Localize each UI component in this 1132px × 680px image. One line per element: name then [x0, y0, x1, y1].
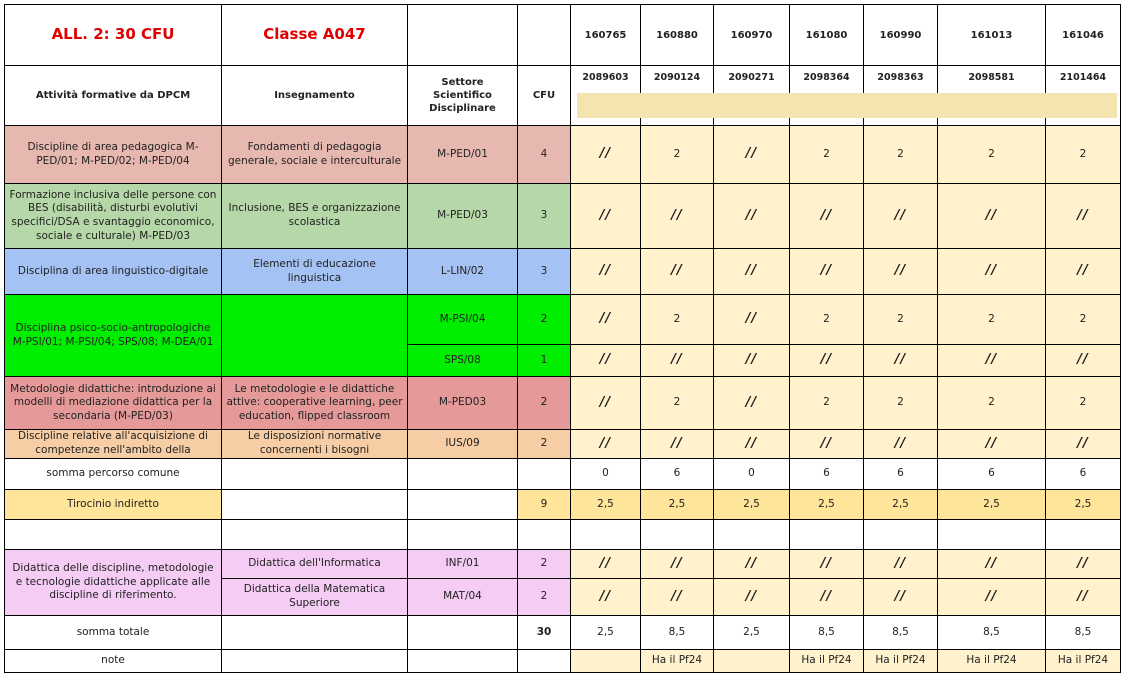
value-cell: Ha il Pf24 — [938, 650, 1046, 673]
value-cell: 2 — [938, 295, 1046, 345]
header-id: 161046 — [1046, 4, 1121, 66]
attivita-somma-totale: somma totale — [4, 616, 222, 650]
cfu-linguistico: 3 — [518, 249, 571, 295]
header-code: 2098363 — [864, 66, 938, 126]
header-code: 2101464 — [1046, 66, 1121, 126]
value-cell: // — [571, 345, 641, 377]
settore-inclusiva: M-PED/03 — [408, 184, 518, 249]
cfu-didattica-inf: 2 — [518, 550, 571, 579]
settore-note — [408, 650, 518, 673]
settore-psico-mpsi: M-PSI/04 — [408, 295, 518, 345]
insegnamento-pedagogia: Fondamenti di pedagogia generale, sociale e interculturale — [222, 126, 408, 184]
value-cell: // — [714, 579, 790, 616]
value-cell — [938, 520, 1046, 550]
value-cell: // — [641, 430, 714, 459]
insegnamento-note — [222, 650, 408, 673]
band-tick — [570, 118, 571, 125]
value-cell: 0 — [571, 459, 641, 490]
insegnamento-somma-totale — [222, 616, 408, 650]
value-cell: 6 — [641, 459, 714, 490]
settore-somma-totale — [408, 616, 518, 650]
value-cell: // — [1046, 579, 1121, 616]
value-cell: // — [938, 550, 1046, 579]
value-cell: 2 — [641, 126, 714, 184]
value-cell: Ha il Pf24 — [641, 650, 714, 673]
col-attivita-header: Attività formative da DPCM — [4, 66, 222, 126]
title: ALL. 2: 30 CFU — [4, 4, 222, 66]
value-cell: // — [641, 579, 714, 616]
value-cell: 2 — [1046, 377, 1121, 430]
value-cell: // — [641, 249, 714, 295]
value-cell: // — [714, 249, 790, 295]
value-cell: 2,5 — [938, 490, 1046, 520]
value-cell: 2,5 — [1046, 490, 1121, 520]
value-cell: // — [571, 184, 641, 249]
value-cell: // — [938, 430, 1046, 459]
value-cell: // — [571, 579, 641, 616]
value-cell: // — [1046, 184, 1121, 249]
value-cell: // — [790, 430, 864, 459]
insegnamento-psico-mpsi — [222, 295, 408, 377]
band-tick — [863, 118, 864, 125]
value-cell: // — [864, 579, 938, 616]
insegnamento-metodologie: Le metodologie e le didattiche attive: cooperative learning, peer education, flipped classroom — [222, 377, 408, 430]
cfu-somma-comune — [518, 459, 571, 490]
value-cell: 2 — [1046, 295, 1121, 345]
header-blank — [518, 4, 571, 66]
band-tick — [789, 118, 790, 125]
value-cell: 2,5 — [790, 490, 864, 520]
cfu-psico-mpsi: 2 — [518, 295, 571, 345]
settore-linguistico: L-LIN/02 — [408, 249, 518, 295]
cfu-table — [4, 4, 1121, 673]
value-cell: 2,5 — [571, 490, 641, 520]
attivita-metodologie: Metodologie didattiche: introduzione ai modelli di mediazione didattica per la secondaria (M-PED/03) — [4, 377, 222, 430]
attivita-pedagogia: Discipline di area pedagogica M-PED/01; M-PED/02; M-PED/04 — [4, 126, 222, 184]
value-cell: // — [571, 430, 641, 459]
value-cell: 2,5 — [714, 490, 790, 520]
value-cell: Ha il Pf24 — [864, 650, 938, 673]
value-cell: // — [938, 579, 1046, 616]
cfu-somma-totale: 30 — [518, 616, 571, 650]
settore-didattica-inf: INF/01 — [408, 550, 518, 579]
value-cell: // — [571, 550, 641, 579]
value-cell: // — [714, 126, 790, 184]
value-cell: 6 — [938, 459, 1046, 490]
value-cell: 2 — [790, 377, 864, 430]
value-cell — [864, 520, 938, 550]
value-cell: 2 — [864, 377, 938, 430]
col-insegnamento-header: Insegnamento — [222, 66, 408, 126]
value-cell: 8,5 — [1046, 616, 1121, 650]
cfu-psico-sps: 1 — [518, 345, 571, 377]
classe-label: Classe A047 — [222, 4, 408, 66]
band-tick — [1120, 118, 1121, 125]
attivita-linguistico: Disciplina di area linguistico-digitale — [4, 249, 222, 295]
value-cell: 8,5 — [641, 616, 714, 650]
col-cfu-header: CFU — [518, 66, 571, 126]
cfu-didattica-mat: 2 — [518, 579, 571, 616]
value-cell: // — [641, 550, 714, 579]
value-cell: 2 — [641, 377, 714, 430]
value-cell: // — [714, 550, 790, 579]
value-cell: // — [571, 249, 641, 295]
attivita-normative: Discipline relative all'acquisizione di competenze nell'ambito della — [4, 430, 222, 459]
attivita-didattica-inf: Didattica delle discipline, metodologie e tecnologie didattiche applicate alle discipline di riferimento. — [4, 550, 222, 616]
header-id: 161013 — [938, 4, 1046, 66]
header-band — [577, 93, 1117, 118]
cfu-inclusiva: 3 — [518, 184, 571, 249]
header-code: 2090124 — [641, 66, 714, 126]
value-cell: // — [864, 184, 938, 249]
value-cell — [571, 650, 641, 673]
value-cell — [571, 520, 641, 550]
value-cell: 2 — [938, 377, 1046, 430]
value-cell: // — [1046, 249, 1121, 295]
settore-tirocinio — [408, 490, 518, 520]
value-cell: // — [864, 249, 938, 295]
value-cell: // — [714, 295, 790, 345]
value-cell: 2 — [1046, 126, 1121, 184]
value-cell: // — [571, 377, 641, 430]
value-cell: // — [641, 345, 714, 377]
header-id: 161080 — [790, 4, 864, 66]
value-cell: // — [790, 579, 864, 616]
header-code: 2089603 — [571, 66, 641, 126]
header-blank — [408, 4, 518, 66]
insegnamento-didattica-inf: Didattica dell'Informatica — [222, 550, 408, 579]
settore-didattica-mat: MAT/04 — [408, 579, 518, 616]
settore-metodologie: M-PED03 — [408, 377, 518, 430]
header-id: 160880 — [641, 4, 714, 66]
value-cell: 2 — [938, 126, 1046, 184]
value-cell — [714, 520, 790, 550]
value-cell: 6 — [1046, 459, 1121, 490]
attivita-somma-comune: somma percorso comune — [4, 459, 222, 490]
value-cell: // — [1046, 430, 1121, 459]
value-cell: // — [571, 126, 641, 184]
header-code: 2098364 — [790, 66, 864, 126]
value-cell: // — [864, 430, 938, 459]
value-cell: Ha il Pf24 — [790, 650, 864, 673]
value-cell: // — [864, 345, 938, 377]
attivita-tirocinio: Tirocinio indiretto — [4, 490, 222, 520]
insegnamento-didattica-mat: Didattica della Matematica Superiore — [222, 579, 408, 616]
band-tick — [1045, 118, 1046, 125]
cfu-normative: 2 — [518, 430, 571, 459]
value-cell: 2,5 — [714, 616, 790, 650]
value-cell: // — [571, 295, 641, 345]
value-cell: // — [938, 249, 1046, 295]
band-tick — [713, 118, 714, 125]
insegnamento-linguistico: Elementi di educazione linguistica — [222, 249, 408, 295]
value-cell: // — [790, 184, 864, 249]
value-cell — [714, 650, 790, 673]
value-cell: 2,5 — [641, 490, 714, 520]
value-cell: // — [790, 249, 864, 295]
header-id: 160990 — [864, 4, 938, 66]
value-cell: // — [1046, 550, 1121, 579]
value-cell: 2 — [790, 295, 864, 345]
value-cell: 8,5 — [938, 616, 1046, 650]
value-cell: // — [938, 345, 1046, 377]
header-id: 160970 — [714, 4, 790, 66]
cfu-note — [518, 650, 571, 673]
header-id: 160765 — [571, 4, 641, 66]
value-cell: 2,5 — [571, 616, 641, 650]
settore-empty — [408, 520, 518, 550]
insegnamento-inclusiva: Inclusione, BES e organizzazione scolastica — [222, 184, 408, 249]
cfu-pedagogia: 4 — [518, 126, 571, 184]
settore-normative: IUS/09 — [408, 430, 518, 459]
value-cell: // — [790, 550, 864, 579]
band-tick — [640, 118, 641, 125]
value-cell: // — [864, 550, 938, 579]
value-cell: // — [938, 184, 1046, 249]
value-cell: 2 — [864, 295, 938, 345]
cfu-metodologie: 2 — [518, 377, 571, 430]
insegnamento-empty — [222, 520, 408, 550]
settore-pedagogia: M-PED/01 — [408, 126, 518, 184]
value-cell: 8,5 — [790, 616, 864, 650]
value-cell: 2 — [864, 126, 938, 184]
value-cell — [1046, 520, 1121, 550]
attivita-inclusiva: Formazione inclusiva delle persone con BES (disabilità, disturbi evolutivi specifici/DSA e svantaggio economico, sociale e culturale) M-PED/03 — [4, 184, 222, 249]
value-cell: // — [641, 184, 714, 249]
value-cell: 0 — [714, 459, 790, 490]
value-cell: // — [714, 184, 790, 249]
cfu-tirocinio: 9 — [518, 490, 571, 520]
insegnamento-normative: Le disposizioni normative concernenti i bisogni — [222, 430, 408, 459]
value-cell: 2,5 — [864, 490, 938, 520]
header-code: 2090271 — [714, 66, 790, 126]
value-cell: // — [714, 430, 790, 459]
attivita-empty — [4, 520, 222, 550]
value-cell: // — [1046, 345, 1121, 377]
attivita-psico-mpsi: Disciplina psico-socio-antropologiche M-PSI/01; M-PSI/04; SPS/08; M-DEA/01 — [4, 295, 222, 377]
col-settore-header: Settore Scientifico Disciplinare — [408, 66, 518, 126]
value-cell: // — [714, 377, 790, 430]
value-cell — [641, 520, 714, 550]
header-code: 2098581 — [938, 66, 1046, 126]
settore-somma-comune — [408, 459, 518, 490]
value-cell: Ha il Pf24 — [1046, 650, 1121, 673]
value-cell: // — [790, 345, 864, 377]
value-cell: 6 — [790, 459, 864, 490]
attivita-note: note — [4, 650, 222, 673]
settore-psico-sps: SPS/08 — [408, 345, 518, 377]
value-cell: 6 — [864, 459, 938, 490]
value-cell: 2 — [641, 295, 714, 345]
value-cell — [790, 520, 864, 550]
insegnamento-somma-comune — [222, 459, 408, 490]
band-tick — [937, 118, 938, 125]
insegnamento-tirocinio — [222, 490, 408, 520]
cfu-empty — [518, 520, 571, 550]
value-cell: // — [714, 345, 790, 377]
value-cell: 2 — [790, 126, 864, 184]
value-cell: 8,5 — [864, 616, 938, 650]
